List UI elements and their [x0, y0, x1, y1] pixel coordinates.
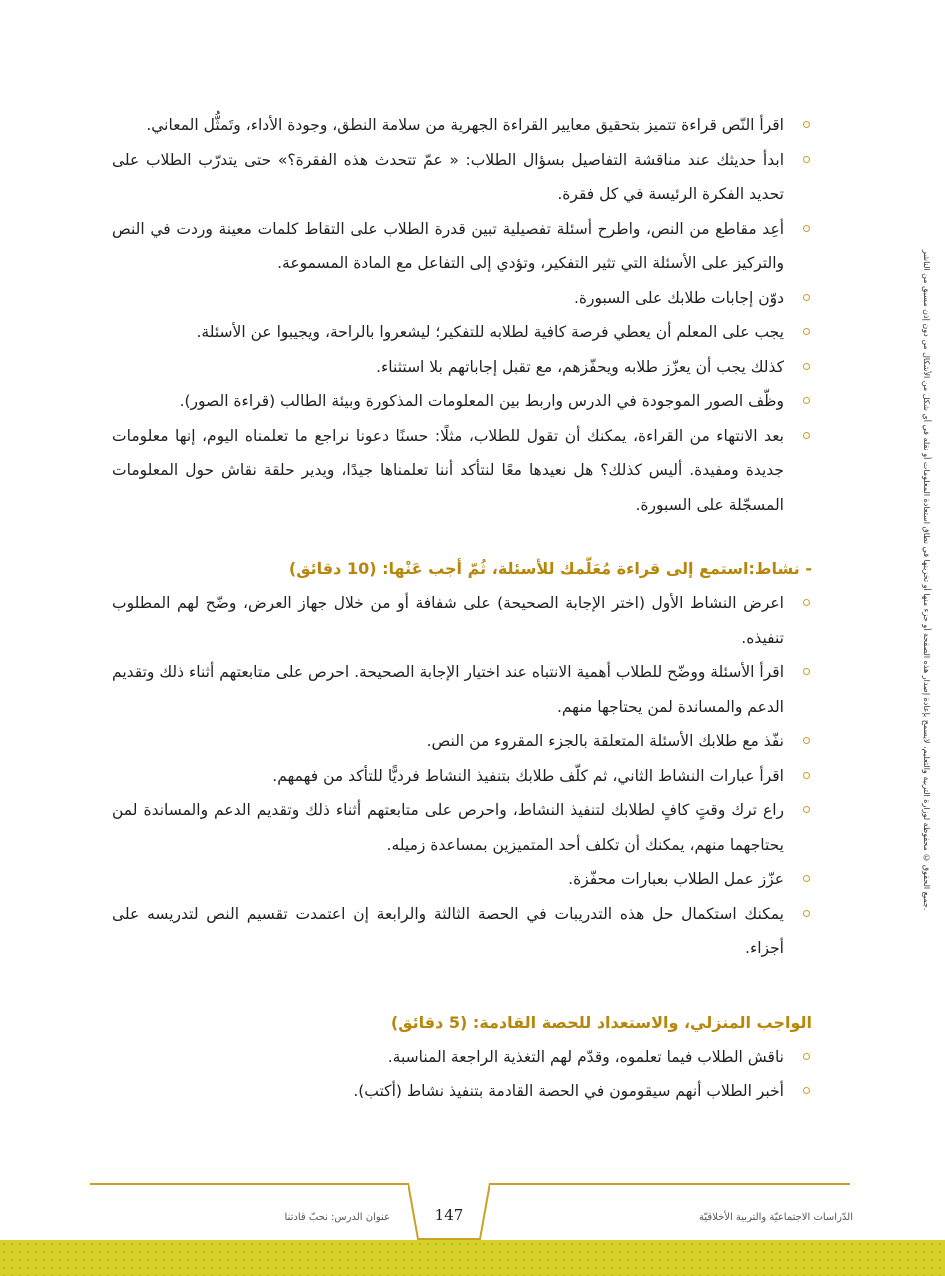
list-item-text: اعرض النشاط الأول (اختر الإجابة الصحيحة) على شفافة أو من خلال جهاز العرض، وضّح لهم المطلوب تنفيذه. [112, 594, 784, 647]
bullet-circle-icon [803, 772, 810, 779]
activity-list [112, 586, 812, 966]
bullet-circle-icon [803, 156, 810, 163]
activity-heading: - نشاط:استمع إلى قراءة مُعَلّمك للأسئلة، ثُمّ أجب عَنْها: (10 دقائق) [288, 559, 812, 578]
bullet-circle-icon [803, 432, 810, 439]
list-item [112, 419, 812, 523]
page-content [112, 108, 812, 1109]
list-item-text: ابدأ حديثك عند مناقشة التفاصيل بسؤال الطلاب: « عمّ تتحدث هذه الفقرة؟» حتى يتدرّب الطلاب على تحديد الفكرة الرئيسة في كل فقرة. [112, 150, 784, 203]
list-item-text: نفّذ مع طلابك الأسئلة المتعلقة بالجزء المقروء من النص. [426, 732, 784, 750]
list-item-text: اقرأ النّص قراءة تتميز بتحقيق معايير القراءة الجهرية من سلامة النطق، وجودة الأداء، وتَمثُّل المعاني. [146, 116, 784, 134]
bullet-circle-icon [803, 599, 810, 606]
list-item [112, 586, 812, 655]
list-item-text: عزّز عمل الطلاب بعبارات محفّزة. [568, 870, 784, 888]
list-item [112, 143, 812, 212]
list-item-text: وظّف الصور الموجودة في الدرس واربط بين المعلومات المذكورة وبيئة الطالب (قراءة الصور). [179, 392, 784, 410]
bullet-circle-icon [803, 1053, 810, 1060]
list-item-text: أعِد مقاطع من النص، واطرح أسئلة تفصيلية تبين قدرة الطلاب على التقاط كلمات معينة وردت في النص والتركيز على الأسئلة التي تثير التفكير، وتؤدي إلى التفاعل مع المادة المسموعة. [112, 219, 784, 272]
list-item-text: اقرأ الأسئلة ووضّح للطلاب أهمية الانتباه عند اختيار الإجابة الصحيحة. احرص على متابعتهم أثناء ذلك وتقديم الدعم والمساندة لمن يحتاجها منهم. [112, 663, 784, 716]
list-item [112, 384, 812, 419]
list-item [112, 1074, 812, 1109]
bullet-circle-icon [803, 875, 810, 882]
intro-list [112, 108, 812, 522]
footer-lesson-title [90, 1212, 390, 1223]
homework-heading: الواجب المنزلي، والاستعداد للحصة القادمة: (5 دقائق) [390, 1012, 812, 1032]
list-item [112, 897, 812, 966]
list-item [112, 212, 812, 281]
bottom-decorative-band [0, 1240, 945, 1276]
bullet-circle-icon [803, 737, 810, 744]
list-item-text: كذلك يجب أن يعزّز طلابه ويحفّزهم، مع تقبل إجاباتهم بلا استثناء. [376, 357, 784, 376]
bullet-circle-icon [803, 1087, 810, 1094]
list-item [112, 793, 812, 862]
list-item [112, 724, 812, 759]
page-number: 147 [434, 1206, 464, 1224]
list-item [112, 759, 812, 794]
bullet-circle-icon [803, 397, 810, 404]
list-item [112, 315, 812, 350]
list-item-text: أخبر الطلاب أنهم سيقومون في الحصة القادمة بتنفيذ نشاط (أكتب). [353, 1082, 784, 1100]
bullet-circle-icon [803, 363, 810, 370]
list-item-text: راع ترك وقتٍ كافٍ لطلابك لتنفيذ النشاط، واحرص على متابعتهم أثناء ذلك وتقديم الدعم والمساندة لمن يحتاجهما منهم، يمكنك أن تكلف أحد المتميزين بمساعدة زميله. [112, 801, 784, 854]
bullet-circle-icon [803, 806, 810, 813]
lesson-title-text: عنوان الدرس: نحبّ قادتنا [284, 1212, 390, 1223]
list-item [112, 108, 812, 143]
list-item [112, 281, 812, 316]
footer-subject: الدّراسات الاجتماعيّة والتربية الأخلاقيّة [698, 1212, 853, 1223]
copyright-side-note: جميع الحقوق © محفوظة لوزارة التربية والتعليم، لايسمح بإعادة إصدار هذه الصفحة أو جزء منها أو تخزينها في نطاق استعادة المعلومات أو نقله في أي شكل من الأشكال من دون إذن مسبق من الناشر. [922, 249, 931, 911]
bullet-circle-icon [803, 225, 810, 232]
list-item [112, 1040, 812, 1075]
bullet-circle-icon [803, 668, 810, 675]
homework-list [112, 1040, 812, 1109]
list-item-text: اقرأ عبارات النشاط الثاني، ثم كلّف طلابك بتنفيذ النشاط فرديًّا للتأكد من فهمهم. [272, 766, 784, 785]
list-item-text: دوّن إجابات طلابك على السبورة. [573, 288, 784, 307]
bullet-circle-icon [803, 121, 810, 128]
list-item [112, 350, 812, 385]
bullet-circle-icon [803, 294, 810, 301]
list-item [112, 862, 812, 897]
list-item-text: يمكنك استكمال حل هذه التدريبات في الحصة الثالثة والرابعة إن اعتمدت تقسيم النص لتدريسه على أجزاء. [112, 904, 784, 957]
list-item [112, 655, 812, 724]
list-item-text: يجب على المعلم أن يعطي فرصة كافية لطلابه للتفكير؛ ليشعروا بالراحة، ويجيبوا عن الأسئلة. [196, 323, 784, 341]
list-item-text: ناقش الطلاب فيما تعلموه، وقدّم لهم التغذية الراجعة المناسبة. [387, 1047, 784, 1066]
bullet-circle-icon [803, 328, 810, 335]
list-item-text: بعد الانتهاء من القراءة، يمكنك أن تقول للطلاب، مثلًا: حسنًا دعونا نراجع ما تعلمناه اليوم، إنها معلومات جديدة ومفيدة. أليس كذلك؟ هل نعيدها معًا لنتأكد أننا تعلمناها جيدًا، ويدير حلقة نقاش حول المعلومات المسجّلة على السبورة. [112, 426, 784, 514]
bullet-circle-icon [803, 910, 810, 917]
